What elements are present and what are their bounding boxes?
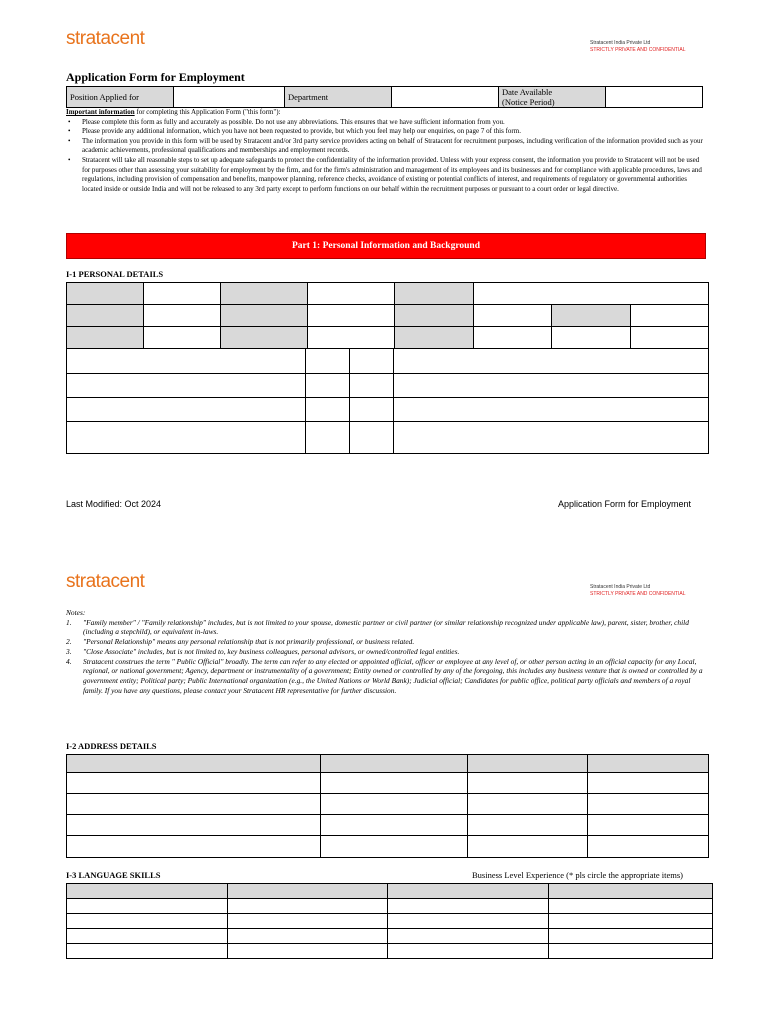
date-available-input[interactable] xyxy=(606,87,703,108)
pd-label-cell xyxy=(67,327,144,349)
position-label: Position Applied for xyxy=(67,87,174,108)
addr-cell[interactable] xyxy=(588,794,709,815)
department-label: Department xyxy=(285,87,392,108)
note-number: 4. xyxy=(66,656,72,666)
bullet-item: • Please provide any additional information, which you have not been requested to provide, but which you feel may help our enquiries, on page 7 of this form. xyxy=(66,127,706,137)
personal-details-table xyxy=(66,282,709,349)
note-item xyxy=(66,647,704,657)
form-title: Application Form for Employment xyxy=(66,70,245,84)
important-information xyxy=(66,108,706,194)
addr-cell[interactable] xyxy=(468,836,588,858)
pd-input-cell[interactable] xyxy=(308,327,395,349)
addr-header-cell xyxy=(468,755,588,773)
company-name: Stratacent India Private Ltd xyxy=(590,40,651,46)
note-item xyxy=(66,657,704,696)
rel-details-cell[interactable] xyxy=(394,398,709,422)
lang-cell[interactable] xyxy=(388,929,549,944)
pd-input-cell[interactable] xyxy=(630,327,708,349)
lang-cell[interactable] xyxy=(228,929,388,944)
addr-cell[interactable] xyxy=(321,815,468,836)
lang-cell[interactable] xyxy=(67,944,228,959)
note-number: 2. xyxy=(66,637,72,647)
pd-input-cell[interactable] xyxy=(308,283,395,305)
note-item xyxy=(66,637,704,647)
addr-cell[interactable] xyxy=(67,794,321,815)
pd-label-cell xyxy=(395,327,474,349)
rel-details-cell[interactable] xyxy=(394,422,709,454)
pd-input-cell[interactable] xyxy=(474,305,552,327)
relationship-table xyxy=(66,348,709,454)
footer-last-modified: Last Modified: Oct 2024 xyxy=(66,499,162,509)
addr-cell[interactable] xyxy=(321,773,468,794)
important-heading xyxy=(66,108,706,118)
rel-yes-cell[interactable] xyxy=(306,349,350,374)
confidential-label: STRICTLY PRIVATE AND CONFIDENTIAL xyxy=(590,591,686,597)
note-item xyxy=(66,618,704,637)
lang-cell[interactable] xyxy=(228,944,388,959)
addr-cell[interactable] xyxy=(67,836,321,858)
lang-cell[interactable] xyxy=(549,914,713,929)
note-number: 1. xyxy=(66,617,72,627)
notes-block xyxy=(66,608,704,695)
company-name: Stratacent India Private Ltd xyxy=(590,584,651,590)
pd-input-cell[interactable] xyxy=(474,327,552,349)
rel-details-cell[interactable] xyxy=(394,349,709,374)
lang-cell[interactable] xyxy=(388,899,549,914)
stratacent-logo: stratacent xyxy=(66,28,145,49)
lang-cell[interactable] xyxy=(549,929,713,944)
pd-label-cell xyxy=(67,305,144,327)
addr-cell[interactable] xyxy=(468,794,588,815)
addr-cell[interactable] xyxy=(321,794,468,815)
addr-cell[interactable] xyxy=(468,815,588,836)
date-available-line1: Date Available xyxy=(502,87,553,97)
lang-header-cell xyxy=(228,884,388,899)
bullet-item: • Please complete this form as fully and accurately as possible. Do not use any abbreviations. This ensures that we have sufficient information from you. xyxy=(66,118,706,128)
position-table xyxy=(66,86,703,108)
pd-input-cell[interactable] xyxy=(630,305,708,327)
note-text: "Family member" / "Family relationship" includes, but is not limited to your spouse, domestic partner or civil partner (or similar relationship recognized under applicable law), parent, sister, brother, child (including a stepchild), or equivalent in-laws. xyxy=(83,617,689,637)
address-details-heading: I-2 ADDRESS DETAILS xyxy=(66,741,157,751)
pd-label-cell xyxy=(221,283,308,305)
position-input[interactable] xyxy=(174,87,285,108)
pd-input-cell[interactable] xyxy=(144,327,221,349)
pd-label-cell xyxy=(395,305,474,327)
rel-question-cell xyxy=(67,374,306,398)
pd-input-cell[interactable] xyxy=(144,305,221,327)
lang-cell[interactable] xyxy=(549,899,713,914)
addr-cell[interactable] xyxy=(588,836,709,858)
pd-input-cell[interactable] xyxy=(144,283,221,305)
lang-cell[interactable] xyxy=(549,944,713,959)
lang-cell[interactable] xyxy=(228,914,388,929)
lang-header-cell xyxy=(67,884,228,899)
date-available-label xyxy=(499,87,606,108)
lang-cell[interactable] xyxy=(67,899,228,914)
lang-cell[interactable] xyxy=(67,929,228,944)
confidential-label: STRICTLY PRIVATE AND CONFIDENTIAL xyxy=(590,47,686,53)
note-text: "Close Associate" includes, but is not limited to, key business colleagues, personal advisors, or owned/controlled legal entities. xyxy=(83,646,460,656)
stratacent-logo: stratacent xyxy=(66,571,145,592)
lang-header-cell xyxy=(388,884,549,899)
addr-cell[interactable] xyxy=(588,773,709,794)
rel-question-cell xyxy=(67,422,306,454)
bullet-item: • Stratacent will take all reasonable steps to set up adequate safeguards to protect the confidentiality of the information provided. Unless with your express consent, the information you provide to Stratacent will not be used for purposes other than assessing your suitability for employment by the firm, and for the firm's administration and management of its employees and its businesses and for compliance with applicable procedures, laws and regulations, including provision of compensation and benefits, manpower planning, reference checks, avoidance of existing or potential conflicts of interest, and requirements of regulatory or governmental authorities located inside or outside India and will not be released to any 3rd party except to perform functions on our behalf within the recruitment purposes or pursuant to a court order or legal directive. xyxy=(66,156,706,194)
lang-header-cell xyxy=(549,884,713,899)
important-text: for completing this Application Form ("this form"): xyxy=(134,108,281,116)
bullet-item: • The information you provide in this form will be used by Stratacent and/or 3rd party service providers acting on behalf of Stratacent for recruitment purposes, including verification of the information provided such as your academic achievements, professional qualifications and memberships and employment records. xyxy=(66,137,706,156)
pd-label-cell xyxy=(395,283,474,305)
lang-cell[interactable] xyxy=(388,914,549,929)
rel-no-cell[interactable] xyxy=(350,374,394,398)
language-skills-heading: I-3 LANGUAGE SKILLS xyxy=(66,870,161,880)
lang-cell[interactable] xyxy=(388,944,549,959)
part1-header-bar: Part 1: Personal Information and Background xyxy=(66,233,706,259)
pd-label-cell xyxy=(552,305,630,327)
rel-question-cell xyxy=(67,349,306,374)
notes-label: Notes: xyxy=(66,608,86,617)
addr-header-cell xyxy=(321,755,468,773)
pd-label-cell xyxy=(67,283,144,305)
personal-details-heading: I-1 PERSONAL DETAILS xyxy=(66,269,164,279)
rel-no-cell[interactable] xyxy=(350,349,394,374)
footer-form-name: Application Form for Employment xyxy=(558,499,692,509)
pd-label-cell xyxy=(221,305,308,327)
language-skills-note: Business Level Experience (* pls circle the appropriate items) xyxy=(472,870,684,880)
rel-no-cell[interactable] xyxy=(350,398,394,422)
rel-question-cell xyxy=(67,398,306,422)
note-text: "Personal Relationship" means any personal relationship that is not primarily professional, or business related. xyxy=(83,637,415,647)
rel-yes-cell[interactable] xyxy=(306,398,350,422)
lang-cell[interactable] xyxy=(228,899,388,914)
note-number: 3. xyxy=(66,646,72,656)
date-available-line2: (Notice Period) xyxy=(502,97,555,107)
lang-cell[interactable] xyxy=(67,914,228,929)
addr-cell[interactable] xyxy=(321,836,468,858)
addr-cell[interactable] xyxy=(468,773,588,794)
addr-cell[interactable] xyxy=(67,815,321,836)
pd-input-cell[interactable] xyxy=(552,327,630,349)
rel-details-cell[interactable] xyxy=(394,374,709,398)
rel-yes-cell[interactable] xyxy=(306,374,350,398)
note-text: Stratacent construes the term " Public Official" broadly. The term can refer to any elected or appointed official, officer or employee at any level of, or other person acting in an official capacity for any Local, regional, or national government; Agency, department or instrumentality of a government; Entity owned or controlled by any of the foregoing, this includes any business venture that is owned or controlled by a government entity; Political party; Public International organization (e.g., the United Nations or World Bank); Judicial official; Candidates for public office, political party officials and members of a royal family. If you have any questions, please contact your Stratacent HR representative for further discussion. xyxy=(83,656,703,695)
addr-header-cell xyxy=(67,755,321,773)
addr-cell[interactable] xyxy=(588,815,709,836)
addr-header-cell xyxy=(588,755,709,773)
pd-label-cell xyxy=(221,327,308,349)
rel-yes-cell[interactable] xyxy=(306,422,350,454)
language-skills-table xyxy=(66,883,713,959)
address-details-table xyxy=(66,754,709,858)
important-label: Important information xyxy=(66,108,135,116)
addr-cell[interactable] xyxy=(67,773,321,794)
department-input[interactable] xyxy=(392,87,499,108)
pd-input-cell[interactable] xyxy=(474,283,709,305)
rel-no-cell[interactable] xyxy=(350,422,394,454)
pd-input-cell[interactable] xyxy=(308,305,395,327)
